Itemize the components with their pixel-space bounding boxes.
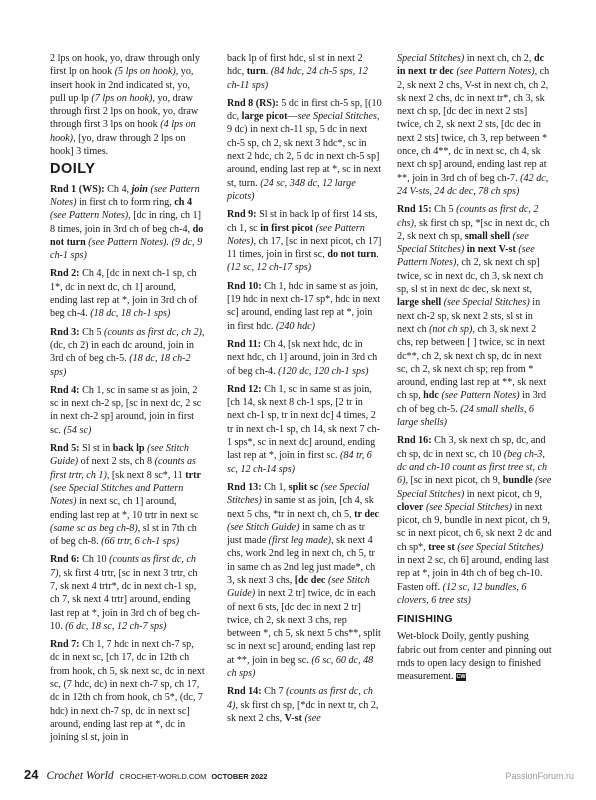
- round-9: Rnd 9: Sl st in back lp of first 14 sts, ch 1, sc in first picot (see Pattern Notes), ch 17, [sc in next picot, ch 17] 11 times, join in first sc, do not turn. (12 sc, 12 ch-17 sps): [227, 209, 382, 274]
- column-2: [227, 52, 382, 730]
- round-15: Rnd 15: Ch 5 (counts as first dc, 2 chs), sk first ch sp, *[sc in next dc, ch 2, sk next ch sp, small shell (see Special Stitches) in next V-st (see Pattern Notes), ch 2, sk next ch sp] twice, sc in next dc, ch 3, sk next ch sp, sl st in next dc dec, sk next st, large shell (see Special Stitches) in next ch-2 sp, sk next 2 sts, sl st in next ch (not ch sp), ch 3, sk next 2 chs, rep between [ ] twice, sc in next dc**, ch 2, sk next ch sp, dc in next sc, ch 2, sk next ch sp; rep from * around, ending last rep at **, sk next ch sp, hdc (see Pattern Notes) in 3rd ch of beg ch-5. (24 small shells, 6 large shells): [397, 204, 550, 429]
- round-4: Rnd 4: Ch 1, sc in same st as join, 2 sc in next ch-2 sp, [sc in next dc, 2 sc in next ch-2 sp] around, join in first sc. (54 sc): [50, 384, 202, 436]
- section-heading-doily: DOILY: [50, 161, 96, 178]
- section-heading-finishing: FINISHING: [397, 613, 453, 626]
- round-14-continued: Special Stitches) in next ch, ch 2, dc in next tr dec (see Pattern Notes), ch 2, sk next 2 chs, V-st in next ch, ch 2, sk next 2 chs, dc in next tr*, ch 3, sk next ch sp, [dc dec in next 2 sts] twice, ch 2, sk next 2 sts, [dc dec in next 2 sts] twice, ch 3, rep between * once, ch 4**, dc in next sc, ch 4, sk next ch sp] around, ending last rep at **, join in 3rd ch of beg ch-7. (42 dc, 24 V-sts, 24 dc dec, 78 ch sps): [397, 53, 550, 197]
- page-body: [50, 52, 560, 750]
- issue-date: OCTOBER 2022: [211, 772, 268, 781]
- website-link[interactable]: CROCHET-WORLD.COM: [119, 772, 207, 781]
- round-14: Rnd 14: Ch 7 (counts as first dc, ch 4), sk first ch sp, [*dc in next tr, ch 2, sk next 2 chs, V-st (see: [227, 686, 379, 724]
- end-mark-icon: CW: [456, 674, 466, 681]
- paragraph-continued: 2 lps on hook, yo, draw through only first lp on hook (5 lps on hook), yo, insert hook in 2nd indicated st, yo, pull up lp (7 lps on hook), yo, draw through first 2 lps on hook, yo, draw through first 3 lps on hook (4 lps on hook), [yo, draw through 2 lps on hook] 3 times.: [50, 53, 200, 158]
- magazine-name: Crochet World: [46, 770, 114, 782]
- round-5: Rnd 5: Sl st in back lp (see Stitch Guide) of next 2 sts, ch 8 (counts as first trtr, ch 1), [sk next 8 sc*, 11 trtr (see Special Stitches and Pattern Notes) in next sc, ch 1] around, ending last rep at *, 10 trtr in next sc (same sc as beg ch-8), sl st in 7th ch of beg ch-8. (66 trtr, 6 ch-1 sps): [50, 443, 201, 548]
- column-1: [50, 52, 205, 750]
- page-number: 24: [24, 767, 39, 782]
- round-7: Rnd 7: Ch 1, 7 hdc in next ch-7 sp, dc in next sc, [ch 17, dc in 12th ch from hook, ch 5, sk next sc, dc in next sc, (7 hdc, dc) in next ch-7 sp, ch 17, dc in 12th ch from hook, ch 5*, (dc, 7 hdc) in next ch-7 sp, dc in next sc] around, ending last rep at *, dc in joining sl st, join in: [50, 639, 205, 744]
- watermark: PassionForum.ru: [505, 771, 574, 781]
- round-10: Rnd 10: Ch 1, hdc in same st as join, [19 hdc in next ch-17 sp*, hdc in next sc] around, ending last rep at *, join in first hdc. (240 hdc): [227, 280, 381, 332]
- round-13: Rnd 13: Ch 1, split sc (see Special Stitches) in same st as join, [ch 4, sk next 5 chs, *tr in next ch, ch 5, tr dec (see Stitch Guide) in same ch as tr just made (first leg made), sk next 4 chs, work 2nd leg in next ch, ch 5, tr in same ch as 2nd leg just made*, ch 3, sk next 3 chs, [dc dec (see Stitch Guide) in next 2 tr] twice, dc in each of next 6 sts, [dc dec in next 2 tr] twice, ch 2, sk next 3 chs, rep between *, ch 5, sk next 5 chs**, split sc in next sc] around, ending last rep at **, join in beg sc. (6 sc, 60 dc, 48 ch sps): [227, 481, 381, 680]
- round-16: Rnd 16: Ch 3, sk next ch sp, dc, and ch sp, dc in next sc, ch 10 (beg ch-3, dc and ch-10 count as first tree st, ch 6), [sc in next picot, ch 9, bundle (see Special Stitches) in next picot, ch 9, clover (see Special Stitches) in next picot, ch 9, bundle in next picot, ch 9, sc in next picot, ch 6, sk next 2 dc and ch sp*, tree st (see Special Stitches) in next 2 sc, ch 6] around, ending last rep at *, join in 4th ch of beg ch-10. Fasten off. (12 sc, 12 bundles, 6 clovers, 6 tree sts): [397, 435, 552, 606]
- column-3: [397, 52, 552, 689]
- round-1: Rnd 1 (WS): Ch 4, join (see Pattern Notes) in first ch to form ring, ch 4 (see Pattern Notes), [dc in ring, ch 1] 8 times, join in 3rd ch of beg ch-4, do not turn (see Pattern Notes). (9 dc, 9 ch-1 sps): [50, 183, 204, 262]
- round-7-continued: back lp of first hdc, sl st in next 2 hdc, turn. (84 hdc, 24 ch-5 sps, 12 ch-11 sps): [227, 53, 368, 91]
- round-2: Rnd 2: Ch 4, [dc in next ch-1 sp, ch 1*, dc in next dc, ch 1] around, ending last rep at *, join in 3rd ch of beg ch-4. (18 dc, 18 ch-1 sps): [50, 268, 198, 320]
- round-3: Rnd 3: Ch 5 (counts as first dc, ch 2), (dc, ch 2) in each dc around, join in 3rd ch of beg ch-5. (18 dc, 18 ch-2 sps): [50, 326, 205, 378]
- round-12: Rnd 12: Ch 1, sc in same st as join, [ch 14, sk next 8 ch-1 sps, [2 tr in next ch-1 sp, tr in next dc] 4 times, 2 tr in next ch-1 sp, ch 14, sk next 7 ch-1 sps*, sc in next dc] around, ending last rep at *, join in first sc. (84 tr, 6 sc, 12 ch-14 sps): [227, 383, 380, 475]
- finishing-text: Wet-block Doily, gently pushing fabric out from center and pinning out rnds to open lacy design to finished measurement. CW: [397, 631, 552, 683]
- page-footer: [24, 767, 574, 783]
- round-6: Rnd 6: Ch 10 (counts as first dc, ch 7), sk first 4 trtr, [sc in next 3 trtr, ch 7, sk next 4 trtr*, dc in next ch-1 sp, ch 7, sk next 4 trtr] around, ending last rep at *, join in 3rd ch of beg ch-10. (6 dc, 18 sc, 12 ch-7 sps): [50, 554, 200, 632]
- round-8: Rnd 8 (RS): 5 dc in first ch-5 sp, [(10 dc, large picot—see Special Stitches, 9 dc) in next ch-11 sp, 5 dc in next ch-5 sp, ch 2, sk next 3 hdc*, sc in next 2 hdc, ch 2, 5 dc in next ch-5 sp] around, ending last rep at *, sc in next st, turn. (24 sc, 348 dc, 12 large picots): [227, 97, 382, 202]
- round-11: Rnd 11: Ch 4, [sk next hdc, dc in next hdc, ch 1] around, join in 3rd ch of beg ch-4. (120 dc, 120 ch-1 sps): [227, 338, 378, 377]
